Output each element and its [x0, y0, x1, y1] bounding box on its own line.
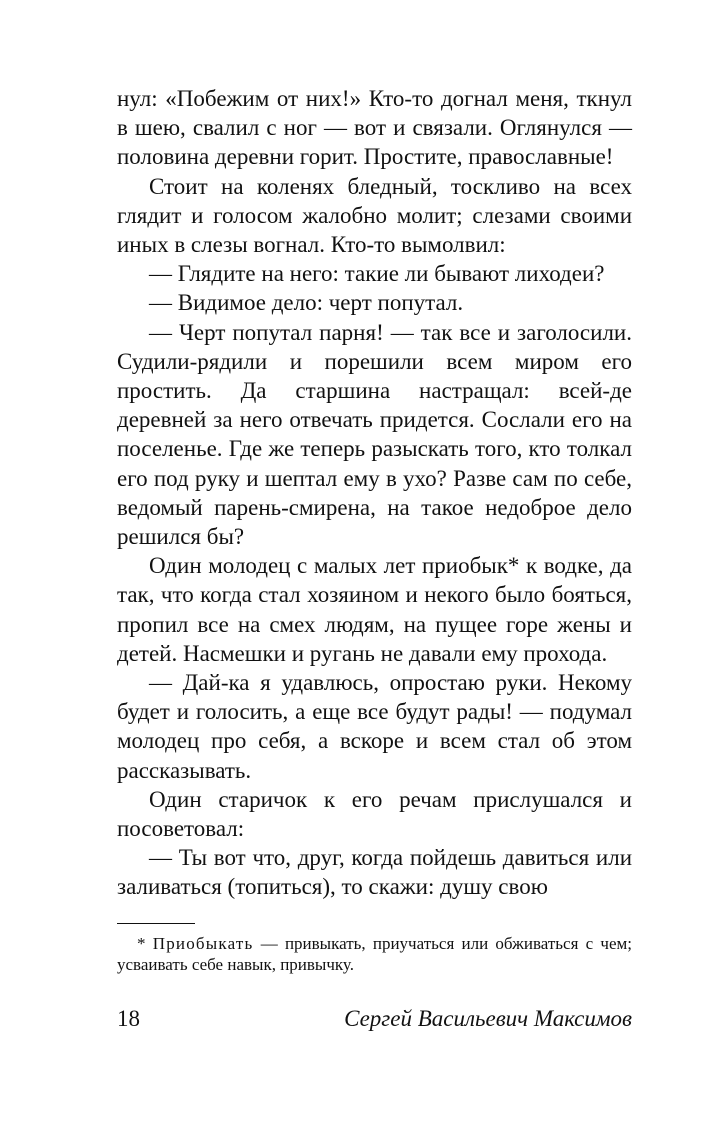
running-author: Сергей Васильевич Максимов — [344, 1006, 632, 1031]
page-footer — [117, 1006, 632, 1032]
paragraph: Стоит на коленях бледный, тоскливо на всех глядит и голосом жалобно молит; слезами своими иных в слезы вогнал. Кто-то вымолвил: — [117, 173, 632, 258]
footnote-divider — [117, 923, 195, 924]
dialogue-line: — Видимое дело: черт попутал. — [149, 290, 464, 316]
footnote-term: Приобыкать — [152, 934, 254, 953]
paragraph: нул: «Побежим от них!» Кто-то догнал меня, ткнул в шею, свалил с ног — вот и связали. Оглянулся — половина деревни горит. Простите, православные! — [117, 86, 632, 170]
footnote — [117, 933, 632, 975]
main-text — [117, 84, 632, 902]
footnote-marker: * — [137, 934, 146, 953]
dialogue-line: — Глядите на него: такие ли бывают лиходеи? — [149, 261, 605, 287]
dialogue-line: — Ты вот что, друг, когда пойдешь давиться или заливаться (топиться), то скажи: душу свою — [117, 845, 632, 900]
dialogue-line: — Черт попутал парня! — так все и заголосили. Судили-рядили и порешили всем миром его простить. Да старшина настращал: всей-де деревней за него отвечать придется. Сослали его на поселенье. Где же теперь разыскать того, кто толкал его под руку и шептал ему в ухо? Разве сам по себе, ведомый парень-смирена, на такое недоброе дело решился бы? — [117, 319, 632, 550]
paragraph: Один старичок к его речам прислушался и посоветовал: — [117, 786, 632, 842]
page-number: 18 — [117, 1006, 140, 1031]
footnote-definition: — привыкать, приучаться или обживаться с чем; усваивать себе навык, привычку. — [117, 934, 633, 974]
dialogue-line: — Дай-ка я удавлюсь, опростаю руки. Некому будет и голосить, а еще все будут рады! — подумал молодец про себя, а вскоре и всем стал об этом рассказывать. — [117, 670, 632, 783]
page-body — [117, 84, 632, 902]
paragraph: Один молодец с малых лет приобык* к водке, да так, что когда стал хозяином и некого было бояться, пропил все на смех людям, на пущее горе жены и детей. Насмешки и ругань не давали ему прохода. — [117, 553, 632, 666]
